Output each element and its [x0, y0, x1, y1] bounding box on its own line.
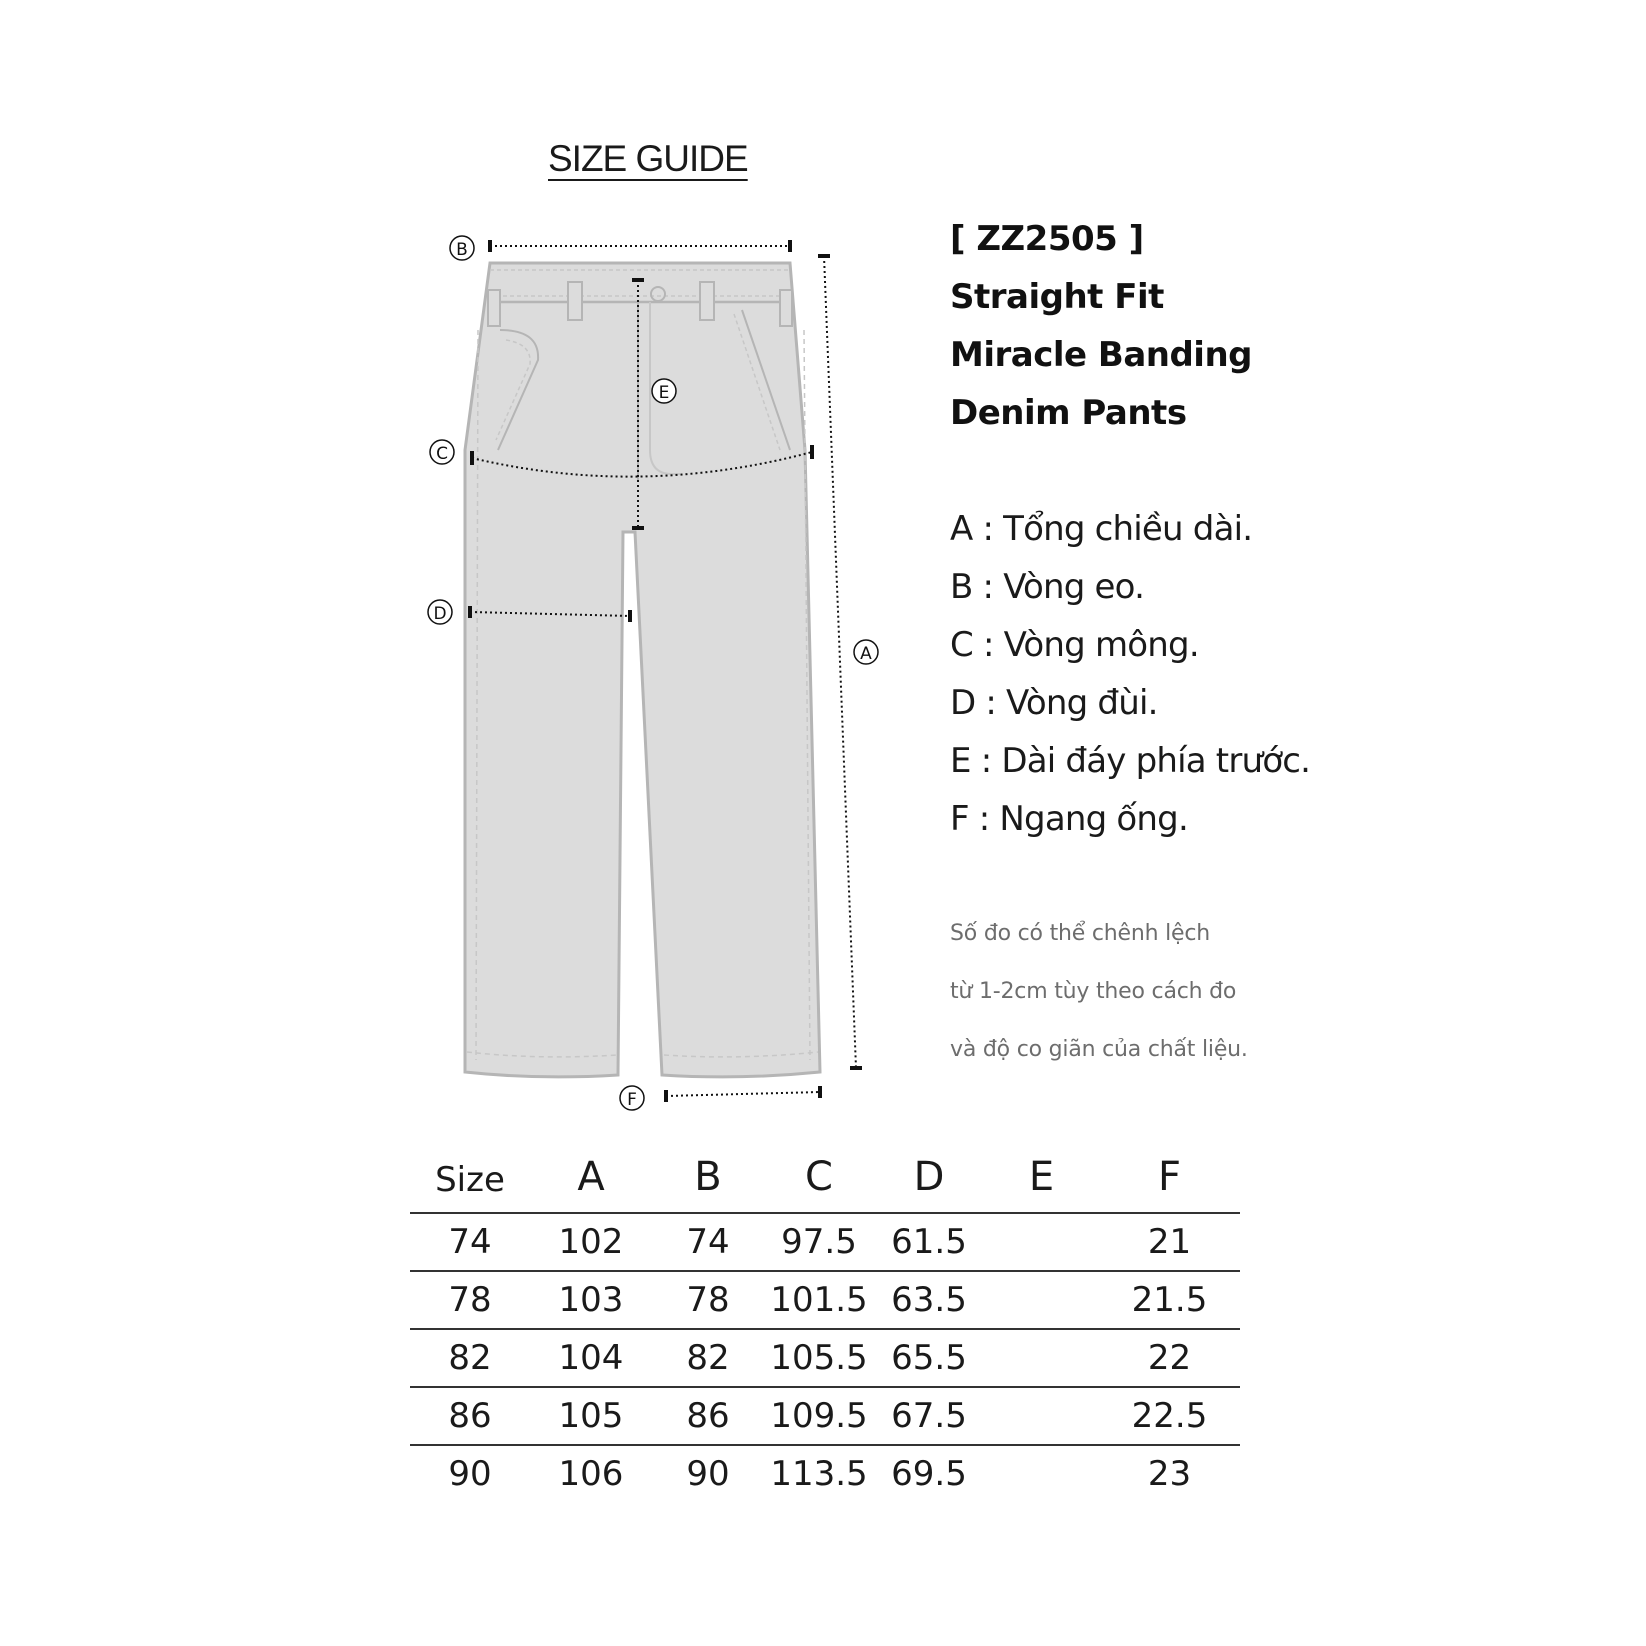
table-row: [410, 1329, 1240, 1387]
label-a: A: [860, 644, 872, 664]
legend-item-d: D : Vòng đùi.: [950, 683, 1158, 723]
measure-a: [818, 256, 878, 1068]
header-c: C: [764, 1128, 874, 1213]
measure-f: [620, 1086, 820, 1110]
header-b: B: [652, 1128, 764, 1213]
cell-d: 67.5: [874, 1387, 984, 1445]
legend-item-a: A : Tổng chiều dài.: [950, 509, 1253, 549]
belt-loop-right: [700, 282, 714, 320]
cell-e: [984, 1213, 1099, 1271]
cell-d: 61.5: [874, 1213, 984, 1271]
cell-e: [984, 1445, 1099, 1502]
belt-loop-left: [568, 282, 582, 320]
header-e: E: [984, 1128, 1099, 1213]
cell-f: 21.5: [1099, 1271, 1240, 1329]
cell-a: 102: [530, 1213, 652, 1271]
cell-a: 103: [530, 1271, 652, 1329]
cell-f: 22.5: [1099, 1387, 1240, 1445]
cell-d: 65.5: [874, 1329, 984, 1387]
measurement-note: [950, 905, 1248, 1079]
cell-b: 78: [652, 1271, 764, 1329]
legend-item-f: F : Ngang ống.: [950, 799, 1188, 839]
note-line-3: và độ co giãn của chất liệu.: [950, 1037, 1248, 1062]
header-a: A: [530, 1128, 652, 1213]
cell-a: 105: [530, 1387, 652, 1445]
header-f: F: [1099, 1128, 1240, 1213]
cell-b: 90: [652, 1445, 764, 1502]
cell-e: [984, 1271, 1099, 1329]
cell-b: 82: [652, 1329, 764, 1387]
table-row: [410, 1271, 1240, 1329]
cell-c: 101.5: [764, 1271, 874, 1329]
product-name-line-1: Straight Fit: [950, 277, 1164, 317]
cell-f: 21: [1099, 1213, 1240, 1271]
header-d: D: [874, 1128, 984, 1213]
cell-size: 90: [410, 1445, 530, 1502]
cell-size: 86: [410, 1387, 530, 1445]
cell-e: [984, 1329, 1099, 1387]
label-e: E: [658, 383, 670, 403]
table-row: [410, 1213, 1240, 1271]
measure-b: [450, 236, 790, 260]
product-name-line-2: Miracle Banding: [950, 335, 1253, 375]
cell-size: 74: [410, 1213, 530, 1271]
cell-a: 106: [530, 1445, 652, 1502]
product-name-line-3: Denim Pants: [950, 393, 1187, 433]
cell-e: [984, 1387, 1099, 1445]
cell-size: 78: [410, 1271, 530, 1329]
note-line-1: Số đo có thể chênh lệch: [950, 921, 1211, 946]
table-row: [410, 1445, 1240, 1502]
belt-loop-side-right: [780, 290, 792, 326]
label-c: C: [436, 444, 448, 464]
product-code: [ ZZ2505 ]: [950, 219, 1144, 259]
cell-f: 23: [1099, 1445, 1240, 1502]
cell-a: 104: [530, 1329, 652, 1387]
cell-b: 86: [652, 1387, 764, 1445]
cell-c: 113.5: [764, 1445, 874, 1502]
header-size: Size: [410, 1128, 530, 1213]
cell-b: 74: [652, 1213, 764, 1271]
cell-c: 109.5: [764, 1387, 874, 1445]
product-info: [950, 210, 1252, 442]
label-d: D: [433, 604, 447, 624]
legend-item-b: B : Vòng eo.: [950, 567, 1145, 607]
cell-size: 82: [410, 1329, 530, 1387]
label-b: B: [456, 240, 468, 260]
cell-c: 105.5: [764, 1329, 874, 1387]
cell-f: 22: [1099, 1329, 1240, 1387]
cell-c: 97.5: [764, 1213, 874, 1271]
size-table: [410, 1128, 1240, 1502]
label-f: F: [627, 1090, 637, 1110]
note-line-2: từ 1-2cm tùy theo cách đo: [950, 979, 1237, 1004]
table-header-row: [410, 1128, 1240, 1213]
cell-d: 69.5: [874, 1445, 984, 1502]
legend-item-e: E : Dài đáy phía trước.: [950, 741, 1311, 781]
belt-loop-side-left: [488, 290, 500, 326]
page-title: SIZE GUIDE: [548, 138, 748, 179]
legend-item-c: C : Vòng mông.: [950, 625, 1199, 665]
measurement-legend: [950, 500, 1310, 848]
table-row: [410, 1387, 1240, 1445]
cell-d: 63.5: [874, 1271, 984, 1329]
